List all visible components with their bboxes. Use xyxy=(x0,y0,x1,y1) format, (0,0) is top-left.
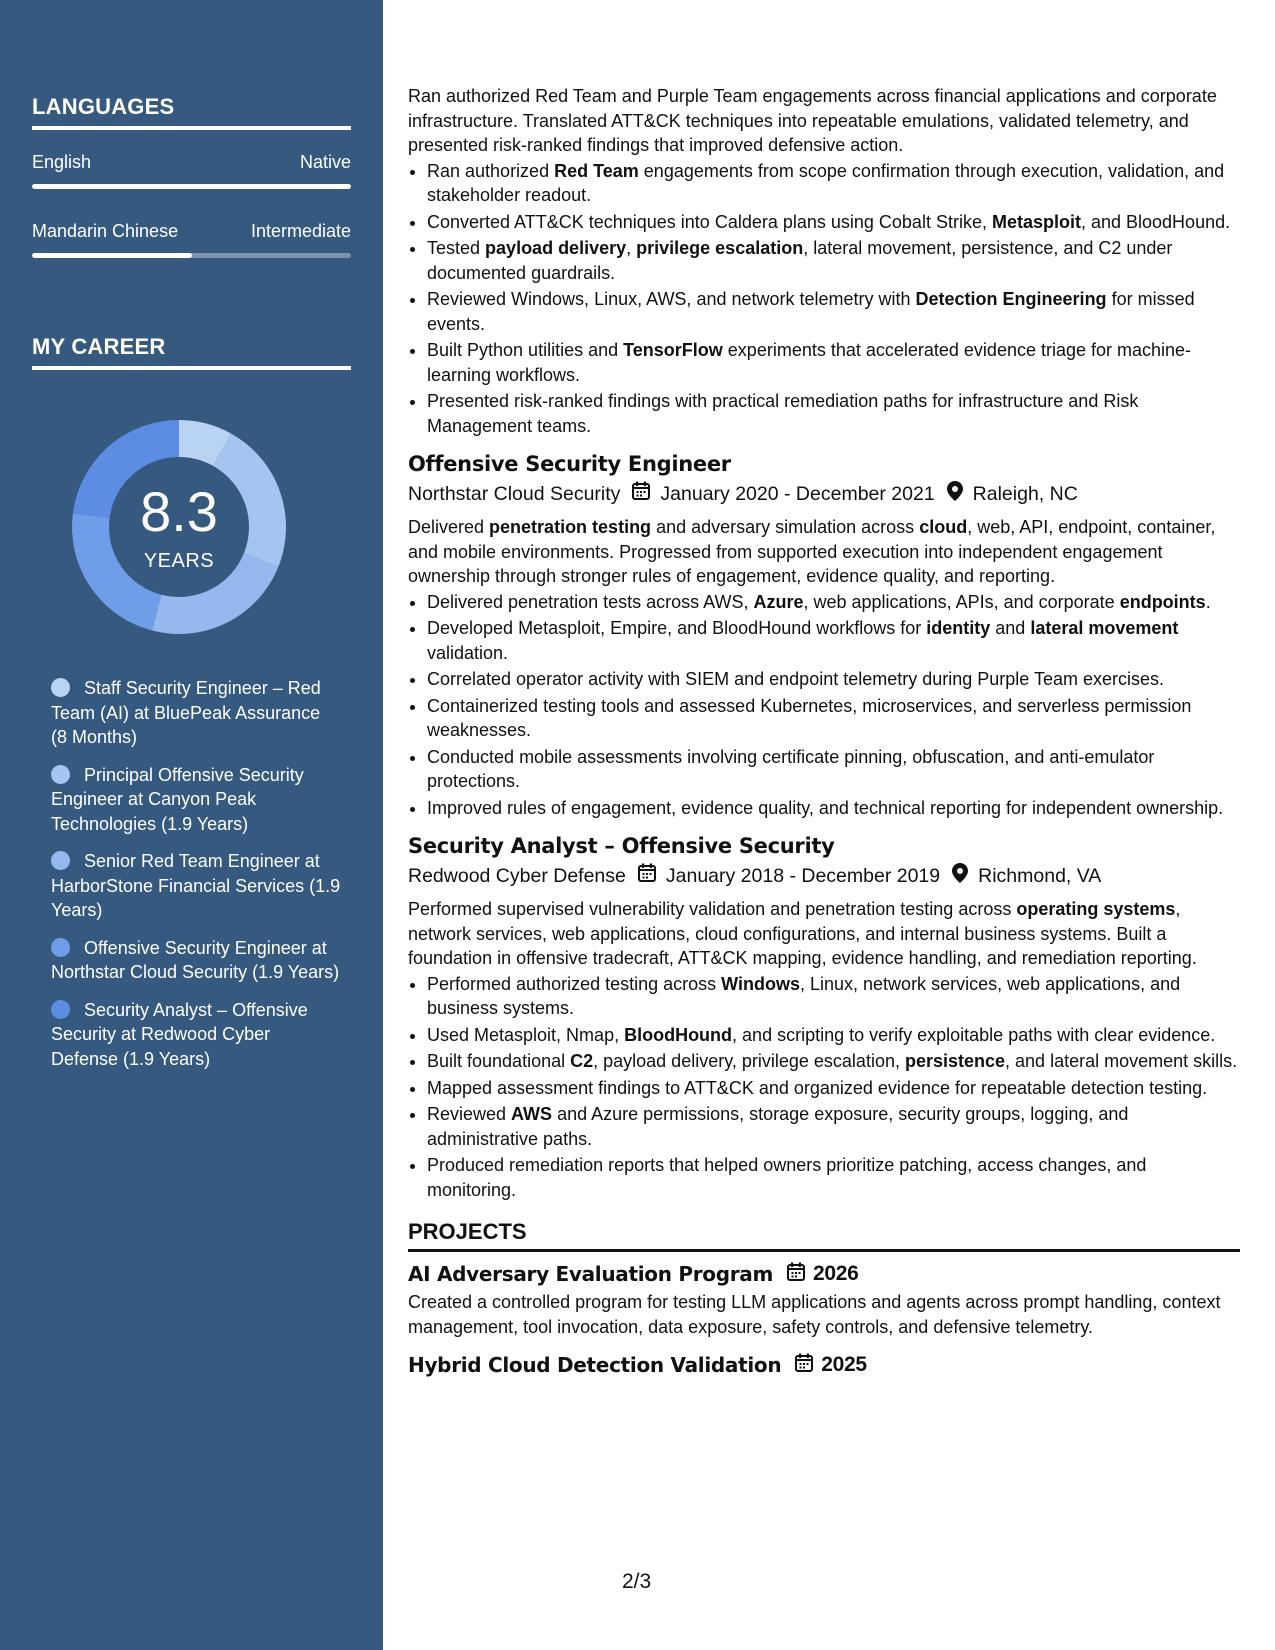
bullet-item: • Reviewed AWS and Azure permissions, storage exposure, security groups, logging, and administrative paths. xyxy=(427,1102,1240,1151)
main-content xyxy=(408,84,1240,1382)
job-entry xyxy=(408,834,1240,1202)
company-name: Northstar Cloud Security xyxy=(408,482,621,505)
projects-heading: PROJECTS xyxy=(408,1220,1240,1252)
bullet-item: • Presented risk-ranked findings with practical remediation paths for infrastructure and Risk Management teams. xyxy=(427,389,1240,438)
job-meta xyxy=(408,863,1240,890)
emphasis-text: operating systems xyxy=(1016,899,1176,919)
emphasis-text: Detection Engineering xyxy=(915,289,1107,309)
bullet-item: • Built Python utilities and TensorFlow experiments that accelerated evidence triage for machine-learning workflows. xyxy=(427,338,1240,387)
languages-heading: LANGUAGES xyxy=(32,94,351,130)
language-proficiency-fill xyxy=(32,253,192,258)
company-name: Redwood Cyber Defense xyxy=(408,864,626,887)
bullet-item: • Performed authorized testing across Windows, Linux, network services, web applications, and business systems. xyxy=(427,972,1240,1021)
calendar-icon xyxy=(632,481,650,507)
career-dot-icon xyxy=(51,678,70,697)
sidebar xyxy=(0,0,383,1650)
page-number: 2/3 xyxy=(622,1570,652,1593)
career-item xyxy=(51,936,341,985)
emphasis-text: Metasploit xyxy=(991,211,1081,232)
job-summary: Delivered penetration testing and adversary simulation across cloud, web, API, endpoint, container, and mobile environments. Progressed from supported execution into independent engagement ownership through stronger rules of engagement, evidence quality, and reporting. xyxy=(408,517,1216,586)
emphasis-text: Windows xyxy=(721,973,800,994)
job-title: Security Analyst – Offensive Security xyxy=(408,834,835,858)
bullet-item: • Improved rules of engagement, evidence quality, and technical reporting for independent ownership. xyxy=(427,796,1240,821)
project-title: AI Adversary Evaluation Program xyxy=(408,1261,774,1286)
job-entry xyxy=(408,452,1240,820)
job-bullets xyxy=(408,972,1240,1203)
emphasis-text: Azure xyxy=(753,591,804,612)
career-dot-icon xyxy=(51,851,70,870)
career-item xyxy=(51,998,341,1072)
job-summary: Performed supervised vulnerability validation and penetration testing across operating systems, network services, web applications, cloud configurations, and internal business systems. Built a foundation in offensive tradecraft, ATT&CK mapping, evidence handling, and remediation reporting. xyxy=(408,899,1197,968)
emphasis-text: AWS xyxy=(511,1104,553,1124)
project-year: 2025 xyxy=(821,1353,867,1376)
calendar-icon xyxy=(795,1353,813,1378)
job-dates: January 2018 - December 2019 xyxy=(665,864,941,887)
career-item-text: Security Analyst – Offensive Security at Redwood Cyber Defense (1.9 Years) xyxy=(51,999,308,1069)
bullet-item: • Containerized testing tools and assessed Kubernetes, microservices, and serverless permission weaknesses. xyxy=(427,694,1240,743)
emphasis-text: endpoints xyxy=(1119,591,1206,612)
intro-summary: Ran authorized Red Team and Purple Team engagements across financial applications and corporate infrastructure. Translated ATT&CK techniques into repeatable emulations, validated telemetry, and presented risk-ranked findings that improved defensive action. xyxy=(408,86,1217,155)
career-item xyxy=(51,676,341,750)
project-title-row xyxy=(408,1353,1240,1378)
career-donut-chart xyxy=(66,414,292,640)
language-level: Native xyxy=(299,152,351,172)
bullet-item: • Developed Metasploit, Empire, and BloodHound workflows for identity and lateral movement validation. xyxy=(427,616,1240,665)
bullet-item: • Correlated operator activity with SIEM and endpoint telemetry during Purple Team exercises. xyxy=(427,667,1240,692)
project-title: Hybrid Cloud Detection Validation xyxy=(408,1353,782,1377)
project-entry xyxy=(408,1262,1240,1340)
emphasis-text: BloodHound xyxy=(624,1024,733,1045)
career-dot-icon xyxy=(51,765,70,784)
language-proficiency-fill xyxy=(32,184,351,189)
career-dot-icon xyxy=(51,938,70,957)
map-pin-icon xyxy=(947,481,963,508)
bullet-item: • Conducted mobile assessments involving certificate pinning, obfuscation, and anti-emulator protections. xyxy=(427,745,1240,794)
years-label: YEARS xyxy=(143,550,215,572)
career-item-text: Staff Security Engineer – Red Team (AI) at BluePeak Assurance (8 Months) xyxy=(51,678,321,747)
language-proficiency-bar xyxy=(32,253,351,258)
bullet-item: • Ran authorized Red Team engagements from scope confirmation through execution, validation, and stakeholder readout. xyxy=(427,159,1240,208)
project-description: Created a controlled program for testing LLM applications and agents across prompt handling, context management, tool invocation, data exposure, safety controls, and defensive telemetry. xyxy=(408,1292,1221,1337)
project-title-row xyxy=(408,1262,1240,1287)
bullet-item: • Converted ATT&CK techniques into Caldera plans using Cobalt Strike, Metasploit, and BloodHound. xyxy=(427,210,1240,235)
emphasis-text: payload delivery xyxy=(485,238,627,258)
language-proficiency-bar xyxy=(32,184,351,189)
job-dates: January 2020 - December 2021 xyxy=(660,482,935,505)
emphasis-text: lateral movement xyxy=(1030,618,1179,638)
calendar-icon xyxy=(787,1262,805,1287)
project-year: 2026 xyxy=(813,1261,859,1285)
career-item-text: Senior Red Team Engineer at HarborStone Financial Services (1.9 Years) xyxy=(51,851,341,920)
emphasis-text: TensorFlow xyxy=(623,340,723,360)
job-title: Offensive Security Engineer xyxy=(408,452,731,476)
emphasis-text: penetration testing xyxy=(489,517,652,537)
career-item-text: Principal Offensive Security Engineer at Canyon Peak Technologies (1.9 Years) xyxy=(51,764,304,834)
emphasis-text: privilege escalation xyxy=(636,238,804,258)
career-dot-icon xyxy=(51,1000,70,1019)
intro-bullets xyxy=(408,159,1240,439)
years-value: 8.3 xyxy=(140,480,218,543)
emphasis-text: persistence xyxy=(904,1051,1006,1071)
language-name: English xyxy=(32,152,92,172)
bullet-item: • Used Metasploit, Nmap, BloodHound, and scripting to verify exploitable paths with clear evidence. xyxy=(427,1023,1240,1048)
job-bullets xyxy=(408,590,1240,821)
emphasis-text: Red Team xyxy=(554,160,639,181)
bullet-item: • Built foundational C2, payload delivery, privilege escalation, persistence, and lateral movement skills. xyxy=(427,1049,1240,1074)
job-meta xyxy=(408,481,1240,508)
bullet-item: • Mapped assessment findings to ATT&CK and organized evidence for repeatable detection testing. xyxy=(427,1076,1240,1101)
bullet-item: • Reviewed Windows, Linux, AWS, and network telemetry with Detection Engineering for missed events. xyxy=(427,287,1240,336)
emphasis-text: cloud xyxy=(919,517,968,537)
emphasis-text: identity xyxy=(926,618,991,638)
calendar-icon xyxy=(638,863,656,889)
language-name: Mandarin Chinese xyxy=(32,221,179,241)
emphasis-text: C2 xyxy=(570,1051,594,1071)
donut-center xyxy=(66,414,292,640)
career-item xyxy=(51,763,341,837)
career-item xyxy=(51,849,341,923)
bullet-item: • Delivered penetration tests across AWS, Azure, web applications, APIs, and corporate endpoints. xyxy=(427,590,1240,615)
career-heading: MY CAREER xyxy=(32,334,351,370)
bullet-item: • Produced remediation reports that helped owners prioritize patching, access changes, and monitoring. xyxy=(427,1153,1240,1202)
job-location: Richmond, VA xyxy=(978,864,1102,887)
map-pin-icon xyxy=(952,863,968,890)
job-location: Raleigh, NC xyxy=(972,482,1078,505)
career-list xyxy=(51,676,341,1084)
career-item-text: Offensive Security Engineer at Northstar Cloud Security (1.9 Years) xyxy=(51,937,340,982)
language-level: Intermediate xyxy=(250,221,351,241)
bullet-item: • Tested payload delivery, privilege escalation, lateral movement, persistence, and C2 under documented guardrails. xyxy=(427,236,1240,285)
project-entry xyxy=(408,1353,1240,1378)
